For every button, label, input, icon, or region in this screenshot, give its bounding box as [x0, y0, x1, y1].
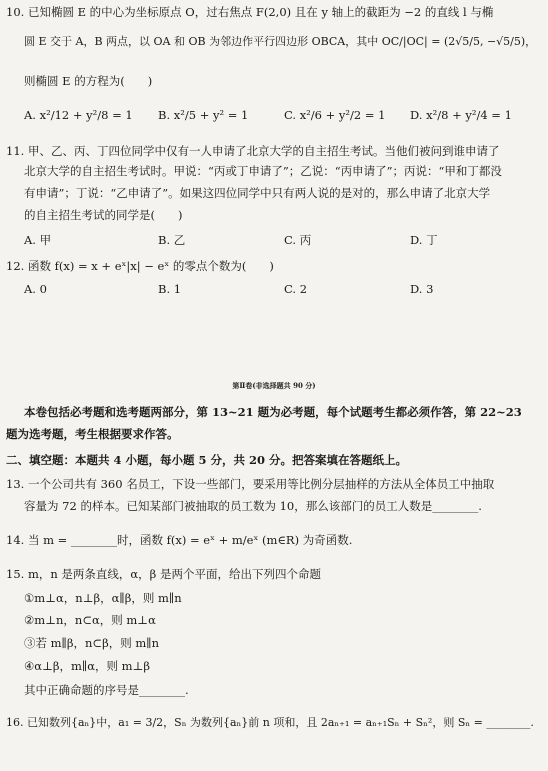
q14-line1: 14. 当 m = ________时，函数 f(x) = eˣ + m/eˣ (m∈R) 为奇函数.	[6, 533, 353, 547]
q11-line1: 11. 甲、乙、丙、丁四位同学中仅有一人申请了北京大学的自主招生考试。当他们被问到谁申请了	[6, 144, 500, 158]
q12-option-c: C. 2	[284, 282, 308, 296]
q10-line3: 则椭圆 E 的方程为( )	[24, 74, 153, 88]
q11-option-c: C. 丙	[284, 233, 312, 247]
part2-intro-line2: 题为选考题，考生根据要求作答。	[6, 427, 179, 441]
q15-item-2: ②m⊥n，n⊂α，则 m⊥α	[24, 613, 156, 627]
q12-option-b: B. 1	[158, 282, 182, 296]
part2-title: 第Ⅱ卷(非选择题共 90 分)	[232, 381, 316, 390]
q12-options	[0, 281, 548, 297]
q15-item-4: ④α⊥β，m∥α，则 m⊥β	[24, 659, 151, 673]
q10-option-b: B. x²/5 + y² = 1	[158, 108, 249, 122]
fill-in-section-header: 二、填空题：本题共 4 小题，每小题 5 分，共 20 分。把答案填在答题纸上。	[6, 453, 408, 467]
q10-line2: 圆 E 交于 A，B 两点，以 OA 和 OB 为邻边作平行四边形 OBCA，其中 OC/|OC| = (2√5/5, −√5/5)，	[24, 35, 537, 48]
q13-line1: 13. 一个公司共有 360 名员工，下设一些部门，要采用等比例分层抽样的方法从全体员工中抽取	[6, 477, 495, 491]
q10-options	[0, 107, 548, 123]
q11-option-b: B. 乙	[158, 233, 186, 247]
q16-line1: 16. 已知数列{aₙ}中，a₁ = 3/2，Sₙ 为数列{aₙ}前 n 项和，且 2aₙ₊₁ = aₙ₊₁Sₙ + Sₙ²，则 Sₙ = ________.	[6, 716, 534, 729]
q12-option-a: A. 0	[24, 282, 47, 296]
q15-item-1: ①m⊥α，n⊥β，α∥β，则 m∥n	[24, 591, 182, 605]
part2-intro-line1: 本卷包括必考题和选考题两部分，第 13~21 题为必考题，每个试题考生都必须作答，第 22~23	[24, 405, 522, 419]
q15-ask: 其中正确命题的序号是________.	[24, 683, 189, 697]
q10-option-c: C. x²/6 + y²/2 = 1	[284, 108, 386, 122]
q13-line2: 容量为 72 的样本。已知某部门被抽取的员工数为 10，那么该部门的员工人数是________.	[24, 499, 482, 513]
q11-line2: 北京大学的自主招生考试时。甲说：“丙或丁申请了”；乙说：“丙申请了”；丙说：“甲和丁都没	[24, 164, 502, 178]
q11-line3: 有申请”；丁说：“乙申请了”。如果这四位同学中只有两人说的是对的，那么申请了北京大学	[24, 186, 491, 200]
q15-line1: 15. m，n 是两条直线，α，β 是两个平面，给出下列四个命题	[6, 567, 321, 581]
q11-options	[0, 232, 548, 248]
q11-line4: 的自主招生考试的同学是( )	[24, 208, 183, 222]
q11-option-d: D. 丁	[410, 233, 438, 247]
q11-option-a: A. 甲	[24, 233, 52, 247]
q10-option-d: D. x²/8 + y²/4 = 1	[410, 108, 512, 122]
q12-line1: 12. 函数 f(x) = x + eˣ|x| − eˣ 的零点个数为( )	[6, 259, 274, 273]
q12-option-d: D. 3	[410, 282, 434, 296]
q10-option-a: A. x²/12 + y²/8 = 1	[24, 108, 133, 122]
q15-item-3: ③若 m∥β，n⊂β，则 m∥n	[24, 636, 159, 650]
q10-line1: 10. 已知椭圆 E 的中心为坐标原点 O，过右焦点 F(2,0) 且在 y 轴上的截距为 −2 的直线 l 与椭	[6, 5, 494, 19]
